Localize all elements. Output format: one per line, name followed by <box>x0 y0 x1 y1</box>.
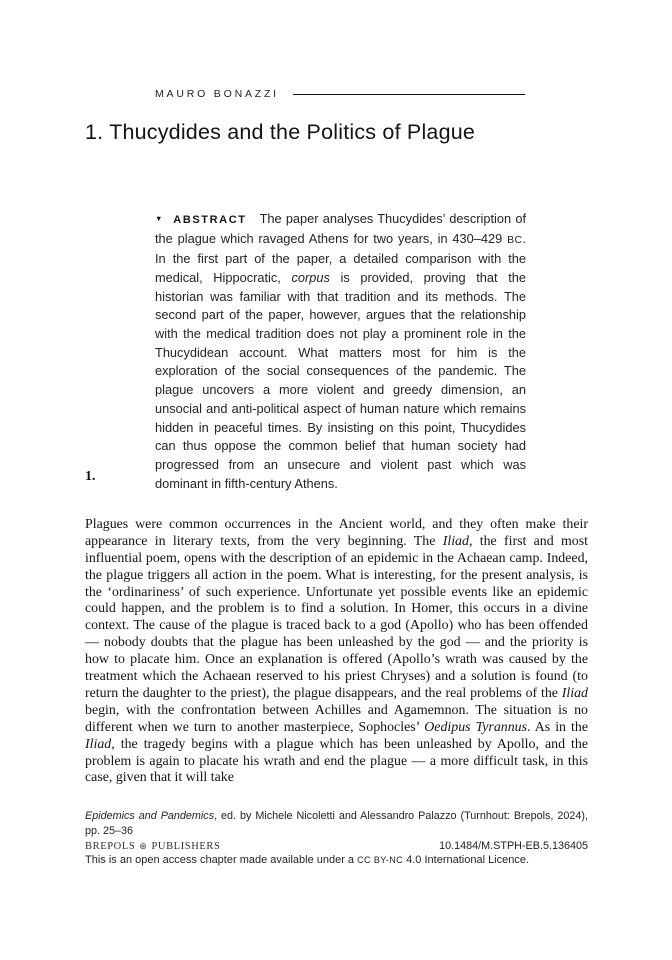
header-rule <box>293 94 525 95</box>
license-line: This is an open access chapter made available under a CC BY-NC 4.0 International Licence. <box>85 854 530 866</box>
author-name: MAURO BONAZZI <box>155 88 279 100</box>
abstract-text: The paper analyses Thucydides’ description of the plague which ravaged Athens for two years, in 430–429 BC. In the first part of the paper, a detailed comparison with the medical, Hippocratic, corpus is provided, proving that the historian was familiar with that tradition and its methods. The second part of the paper, however, argues that the relationship with the medical tradition does not play a prominent role in the Thucydidean account. What matters most for him is the exploration of the social consequences of the pandemic. The plague uncovers a more violent and greedy dimension, an unsocial and anti-political aspect of human nature which remains hidden in peaceful times. By insisting on this point, Thucydides can thus oppose the common belief that human society had progressed from an unsecure and violent past which was dominant in fifth-century Athens. <box>155 210 526 491</box>
page-footer <box>85 809 588 868</box>
publisher-name-left: BREPOLS <box>85 841 136 852</box>
doi-number: 10.1484/M.STPH-EB.5.136405 <box>439 840 588 852</box>
publisher-row <box>85 840 588 852</box>
publisher-mark-icon: ⊛ <box>139 841 148 851</box>
triangle-down-icon: ▼ <box>155 213 164 223</box>
section-heading: 1. <box>85 469 96 484</box>
publisher-name-right: PUBLISHERS <box>151 841 221 852</box>
footer-citation: Epidemics and Pandemics, ed. by Michele Nicoletti and Alessandro Palazzo (Turnhout: Brepols, 2024), pp. 25–36 <box>85 810 588 837</box>
publisher-logo <box>85 841 220 852</box>
body-paragraph: Plagues were common occurrences in the Ancient world, and they often make their appearance in literary texts, from the very beginning. The Iliad, the first and most influential poem, opens with the description of an epidemic in the Achaean camp. Indeed, the plague triggers all action in the poem. What is interesting, for the present analysis, is the ‘ordinariness’ of such experience. Unfortunate yet possible events like an epidemic could happen, and the problem is to find a solution. In Homer, this occurs in a divine context. The cause of the plague is traced back to a god (Apollo) who has been offended — nobody doubts that the plague has been unleashed by the god — and the priority is how to placate him. Once an explanation is offered (Apollo’s wrath was caused by the treatment which the Achaean reserved to his priest Chryses) and a solution is found (to return the daughter to the priest), the plague disappears, and the real problems of the Iliad begin, with the confrontation between Achilles and Agamemnon. The situation is no different when we turn to another masterpiece, Sophocles’ Oedipus Tyrannus. As in the Iliad, the tragedy begins with a plague which has been unleashed by Apollo, and the problem is again to placate his wrath and end the plague — a more difficult task, in this case, given that it will take <box>85 516 588 786</box>
page-title: 1. Thucydides and the Politics of Plague <box>85 120 476 145</box>
abstract-label: ABSTRACT <box>173 213 247 226</box>
author-row <box>155 88 525 100</box>
abstract-paragraph <box>155 210 526 494</box>
